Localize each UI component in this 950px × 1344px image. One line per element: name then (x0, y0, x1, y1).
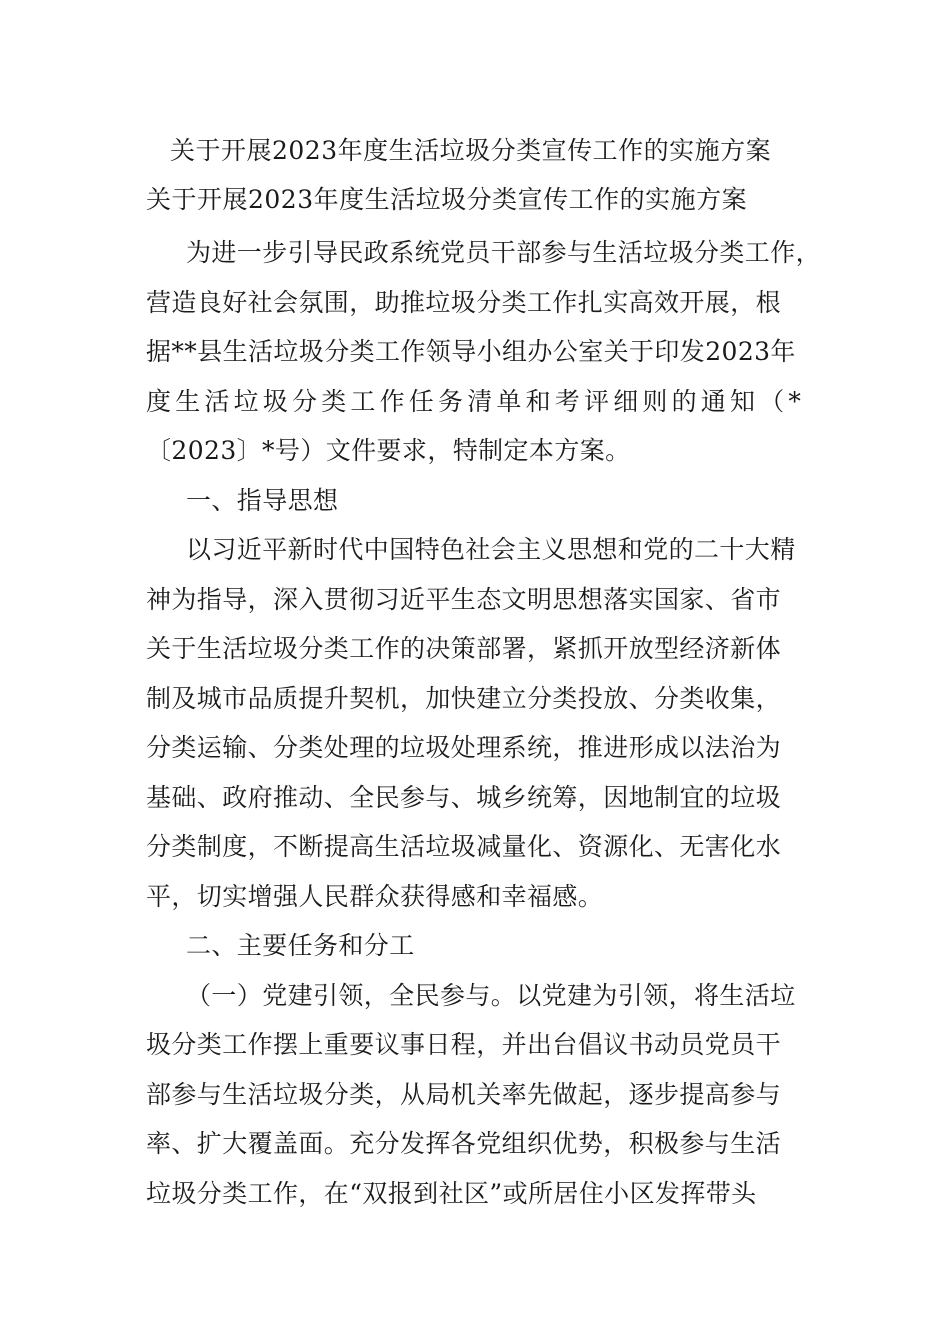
document-title: 关于开展2023年度生活垃圾分类宣传工作的实施方案 (170, 136, 772, 165)
paragraph-line: 〔2023〕*号）文件要求，特制定本方案。 (146, 436, 631, 465)
paragraph-line: （一）党建引领，全民参与。以党建为引领，将生活垃 (186, 980, 796, 1010)
section-heading: 一、指导思想 (186, 485, 339, 515)
paragraph-line: 基础、政府推动、全民参与、城乡统筹，因地制宜的垃圾 (146, 782, 782, 812)
paragraph-line: 关于生活垃圾分类工作的决策部署，紧抓开放型经济新体 (146, 634, 782, 663)
paragraph-line: 以习近平新时代中国特色社会主义思想和党的二十大精 (186, 535, 796, 564)
paragraph-line: 垃圾分类工作，在“双报到社区”或所居住小区发挥带头 (146, 1178, 757, 1208)
paragraph-line: 部参与生活垃圾分类，从局机关率先做起，逐步提高参与 (146, 1079, 782, 1109)
paragraph-line: 制及城市品质提升契机，加快建立分类投放、分类收集， (146, 683, 782, 713)
paragraph-line: 分类制度，不断提高生活垃圾减量化、资源化、无害化水 (146, 832, 782, 861)
section-heading: 二、主要任务和分工 (186, 931, 415, 960)
paragraph-line: 据**县生活垃圾分类工作领导小组办公室关于印发2023年 (146, 337, 796, 366)
paragraph-line: 为进一步引导民政系统党员干部参与生活垃圾分类工作， (186, 238, 822, 267)
paragraph-line: 平，切实增强人民群众获得感和幸福感。 (146, 881, 604, 911)
paragraph-line: 神为指导，深入贯彻习近平生态文明思想落实国家、省市 (146, 584, 782, 614)
document-body (146, 228, 822, 1218)
paragraph-line: 分类运输、分类处理的垃圾处理系统，推进形成以法治为 (146, 733, 782, 762)
paragraph-line: 圾分类工作摆上重要议事日程，并出台倡议书动员党员干 (146, 1030, 782, 1059)
document-title-repeat: 关于开展2023年度生活垃圾分类宣传工作的实施方案 (146, 185, 748, 214)
paragraph-line: 率、扩大覆盖面。充分发挥各党组织优势，积极参与生活 (146, 1129, 782, 1158)
paragraph-line: 营造良好社会氛围，助推垃圾分类工作扎实高效开展，根 (146, 287, 782, 317)
paragraph-line: 度生活垃圾分类工作任务清单和考评细则的通知（* (146, 386, 806, 416)
